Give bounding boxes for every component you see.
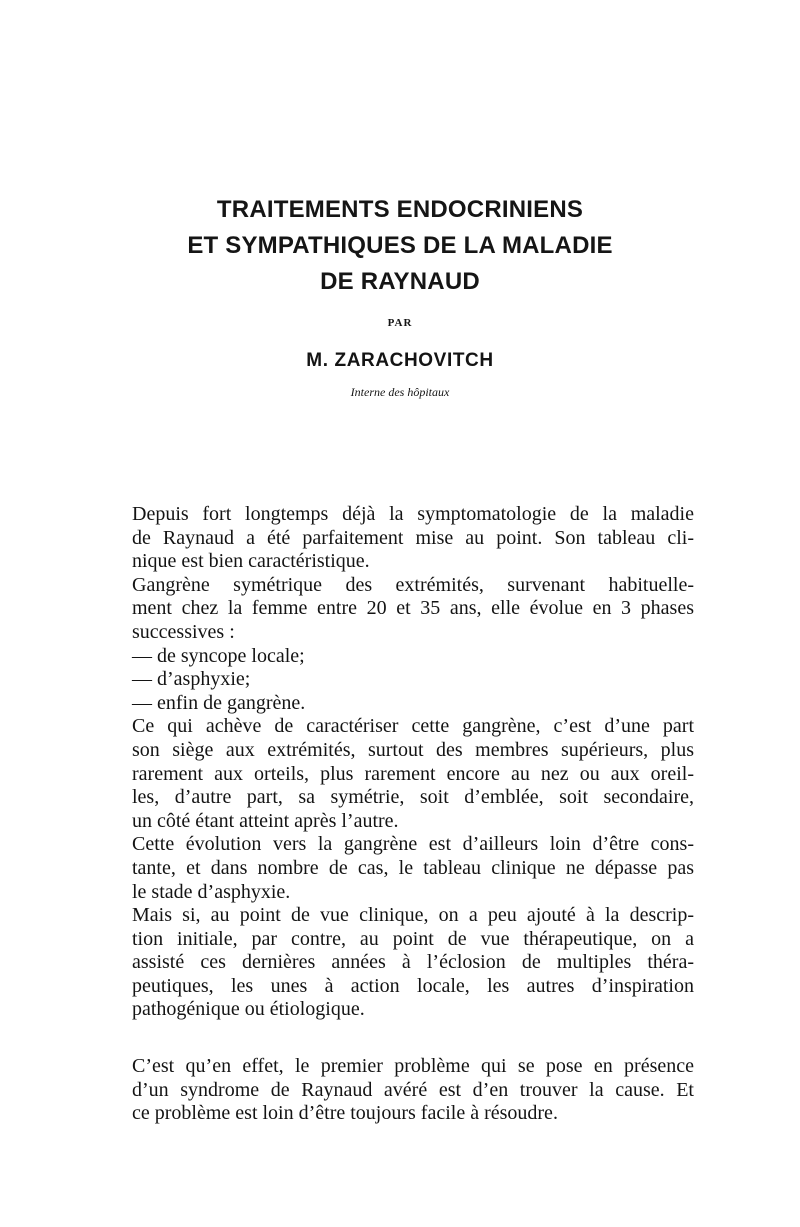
article-title [100, 192, 700, 300]
author-affiliation: Interne des hôpitaux [350, 385, 450, 399]
text-line: pathogénique ou étiologique. [132, 998, 365, 1021]
title-line: ET SYMPATHIQUES DE LA MALADIE [187, 232, 613, 259]
text-line: ce problème est loin d’être toujours facile à résoudre. [132, 1102, 558, 1125]
text-line: assisté ces dernières années à l’éclosion de multiples théra- [132, 951, 694, 974]
body-paragraph-final [132, 1055, 694, 1126]
text-line: ment chez la femme entre 20 et 35 ans, elle évolue en 3 phases [132, 597, 694, 620]
title-line: TRAITEMENTS ENDOCRINIENS [216, 196, 584, 223]
text-line: de Raynaud a été parfaitement mise au point. Son tableau cli- [132, 526, 694, 549]
text-line: — de syncope locale; [132, 644, 305, 667]
text-line: son siège aux extrémités, surtout des membres supérieurs, plus [132, 738, 694, 761]
text-line: rarement aux orteils, plus rarement encore au nez ou aux oreil- [132, 762, 694, 785]
body-paragraphs [132, 503, 694, 1022]
text-line: Gangrène symétrique des extrémités, survenant habituelle- [132, 573, 694, 596]
text-line: Mais si, au point de vue clinique, on a peu ajouté à la descrip- [132, 904, 694, 927]
author-name: M. ZARACHOVITCH [306, 350, 494, 371]
text-line: les, d’autre part, sa symétrie, soit d’emblée, soit secondaire, [132, 786, 694, 809]
text-line: d’un syndrome de Raynaud avéré est d’en trouver la cause. Et [132, 1078, 694, 1101]
text-line: tion initiale, par contre, au point de vue thérapeutique, on a [132, 927, 694, 950]
text-line: Depuis fort longtemps déjà la symptomatologie de la maladie [132, 503, 694, 525]
title-line: DE RAYNAUD [320, 268, 480, 295]
text-line: nique est bien caractéristique. [132, 550, 370, 573]
text-line: le stade d’asphyxie. [132, 880, 291, 903]
text-line: peutiques, les unes à action locale, les autres d’inspiration [132, 974, 694, 997]
text-line: — enfin de gangrène. [132, 691, 306, 714]
text-line: — d’asphyxie; [132, 668, 251, 691]
text-line: tante, et dans nombre de cas, le tableau clinique ne dépasse pas [132, 856, 694, 879]
text-line: un côté étant atteint après l’autre. [132, 809, 399, 832]
text-line: Ce qui achève de caractériser cette gangrène, c’est d’une part [132, 715, 694, 738]
text-line: Cette évolution vers la gangrène est d’ailleurs loin d’être cons- [132, 833, 694, 856]
text-line: successives : [132, 620, 235, 643]
text-line: C’est qu’en effet, le premier problème qui se pose en présence [132, 1055, 694, 1077]
byline-par: PAR [387, 317, 413, 329]
